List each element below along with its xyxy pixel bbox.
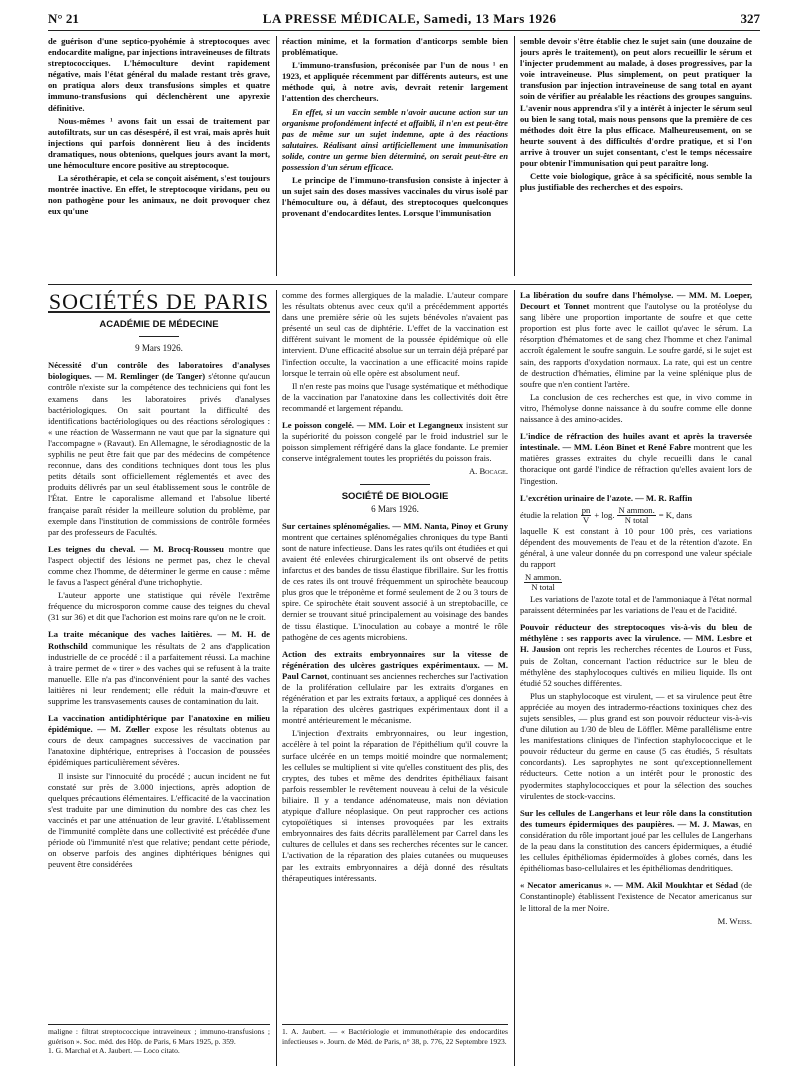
paragraph: La sérothérapie, et cela se conçoit aisément, s'est toujours montrée inactive. En effet, le streptocoque viridans, peu ou non pathogène pour les animaux, ne doit provoquer chez eux qu'une xyxy=(48,173,270,217)
societes-column-2 xyxy=(282,290,508,1020)
page-header xyxy=(48,8,760,31)
academie-date: 9 Mars 1926. xyxy=(135,343,183,354)
paragraph: de guérison d'une septico-pyohémie à streptocoques avec endocardite maligne, par injections intraveineuses de filtrats streptococciques. L'hémoculture devint rapidement négative, mais l'état général du malade restant très grave, on pratiqua alors deux transfusions simples et quatre immuno-transfusions qui déclenchèrent une apyrexie définitive. xyxy=(48,36,270,113)
article-text: Il insiste sur l'innocuité du procédé ; aucun incident ne fut constaté sur près de 3.000 injections, après adoption de quelques précautions élémentaires. L'efficacité de la vaccination s'est traduite par une diminution du nombre des cas chez les vaccinés et par une atténuation de leur gravité. L'établissement de l'immunité complète dans une collectivité est précédée d'une période où l'immunité n'est que relative; pendant cette période, on observe parfois des angines diphtériques bénignes qui peuvent être considérées xyxy=(48,770,270,870)
article-text: , en considération du rôle important joué par les cellules de Langerhans de la peau dans la constitution des cancers épidermiques, a étudié les cellules épithéliomas épidermoïdes à globes cornés, dans les épithéliomas baso-cellulaires et les épithéliomas dendritiques. xyxy=(520,818,752,874)
article-text: Plus un staphylocoque est virulent, — et sa virulence peut être appréciée au moyen des intradermo-réactions toxiniques chez des sujets sensibles, — plus grand est son pouvoir réducteur vis-à-vis d'une dilution au 1/30 de bleu de Löffler. Même parallélisme entre les manifestations cliniques de l'infection staphylococcique et le pouvoir réducteur du germe en cause (5 cas étudiés, 5 résultats concordants). Les saprophytes ne sont qu'exceptionnellement réducteurs. Cette notion a un intérêt pour le pronostic des pyodermites staphylococciques et pour la sélection des souches virulentes de stock-vaccins. xyxy=(520,690,752,801)
top-column-2 xyxy=(282,36,508,276)
biologie-date: 6 Mars 1926. xyxy=(371,503,419,514)
article-text: expose les résultats obtenus au cours de deux campagnes successives de vaccination par l'anatoxine diphtérique, entreprises à l'occasion de poussées épidémiques particulièrement sévères. xyxy=(48,724,270,768)
paragraph: En effet, si un vaccin semble n'avoir aucune action sur un organisme profondément infecté et affaibli, il n'en est peut-être pas de même sur un sujet indemne, apte à des réactions salutaires. Réalisant ainsi artificiellement une immunisation solide, contre un germe bien déterminé, on serait peut-être en possession d'un sérum efficace. xyxy=(282,106,508,173)
article-head: L'excrétion urinaire de l'azote. — M. R. Raffin xyxy=(520,492,693,503)
biologie-heading: SOCIÉTÉ DE BIOLOGIE xyxy=(341,490,449,502)
societes-column-1 xyxy=(48,290,270,1030)
article-head: L'indice de réfraction des huiles avant et après la traversée intestinale. — MM. Léon Binet et René Fabre xyxy=(520,431,752,453)
article-head: Sur certaines splénomégalies. — MM. Nanta, Pinoy et Gruny xyxy=(282,520,508,531)
paragraph: réaction minime, et la formation d'anticorps semble bien problématique. xyxy=(282,36,508,58)
footnotes-left xyxy=(48,1024,270,1067)
article-text: montrent que l'autolyse ou la protéolyse du sang libère une proportion importante de soufre et que cette proportion est plus forte avec le caillot qu'avec le sérum. La résorption d'hématomes et de sang chez l'homme et chez l'animal accroît également le soufre sanguin. Le soufre gardé, si le sujet est sain, des rapports d'oxydation normaux. La rate, qui est un centre de destruction d'hématies, élimine par la veine splénique plus de soufre que n'en contient l'artère. xyxy=(520,301,752,389)
article-text: La conclusion de ces recherches est que, in vivo comme in vitro, l'hémolyse donne naissance à du soufre comme elle donne naissance à des amino-acides. xyxy=(520,391,752,425)
paragraph: L'immuno-transfusion, préconisée par l'un de nous ¹ en 1923, et appliquée récemment par différents auteurs, est une méthode qui, à notre avis, devrait retenir largement l'attention des chercheurs. xyxy=(282,60,508,104)
section-heading: SOCIÉTÉS DE PARIS xyxy=(48,290,270,314)
article-head: Les teignes du cheval. — M. Brocq-Rousseu xyxy=(48,543,224,554)
top-column-3 xyxy=(520,36,752,276)
formula: étudie la relation pn V + log. N ammon. N total = K, dans xyxy=(520,504,693,525)
section-divider xyxy=(48,284,752,285)
signature: M. Weiss. xyxy=(717,915,752,926)
article-head: Le poisson congelé. — MM. Loir et Legangneux xyxy=(282,420,464,431)
article-head: Pouvoir réducteur des streptocoques vis-à-vis du bleu de méthylène : ses rapports avec la virulence. — MM. Lesbre et H. Jausion xyxy=(520,622,752,655)
article-text: montrent que les matières grasses extraites du chyle recueilli dans le canal thoracique ont gardé l'indice de réfraction qu'elles avaient lors de l'ingestion. xyxy=(520,442,752,486)
footnote: maligne : filtrat streptococcique intraveineux ; immuno-transfusions ; guérison ». Soc. méd. des Hôp. de Paris, 6 Mars 1925, p. 359. xyxy=(48,1027,270,1046)
top-column-1 xyxy=(48,36,270,276)
article-text: comme des formes allergiques de la maladie. L'auteur compare les résultats obtenus avec ceux qu'il a précédemment apportés dans une première série où les sujets bénévoles n'avaient pas présenté un seul cas de diphtérie. L'effet de la vaccination est différent suivant le moment de la poussée épidémique où elle intervient. D'une efficacité absolue sur un terrain déjà préparé par l'infection occulte, la vaccination a une efficacité moins rapide lorsque le terrain où elle opère est absolument neuf. xyxy=(282,290,508,378)
article-text: montre que l'aspect objectif des lésions ne permet pas, chez le cheval comme chez l'homme, de déterminer le germe en cause : même le favus a l'aspect général d'une trichophytie. xyxy=(48,543,270,588)
article-text: communique les résultats de 2 ans d'application industrielle de ce procédé : il a parfaitement réussi. La machine à traire permet de « tirer » des vaches qui se refusent à la traite manuelle. Elle n'a pas d'inconvénient pour la santé des vaches laitières ni leur rendement; elle réduit la main-d'œuvre et supprime les transvasements causes de contamination du lait. xyxy=(48,640,270,706)
signature: A. Bocage. xyxy=(468,466,508,477)
column-divider xyxy=(276,36,277,276)
issue-number: N° 21 xyxy=(48,11,79,26)
page-number: 327 xyxy=(740,11,760,26)
academie-heading: ACADÉMIE DE MÉDECINE xyxy=(99,319,219,331)
paragraph: semble devoir s'être établie chez le sujet sain (une douzaine de jours après le traitement), on peut alors recueillir le sérum et l'injecter prudemment au malade, à doses progressives, par la voie intraveineuse. Plus simplement, on peut pratiquer la transfusion par injection intraveineuse de sang total en ayant soin de vérifier au préalable les réactions des groupes sanguins. L'avenir nous apprendra s'il y a intérêt à injecter le sérum seul ou bien le sang total, mais nous pensons que la première de ces méthodes doit être la plus efficace. Malheureusement, on se heurte souvent à des difficultés d'ordre pratique, et si l'on arrive à trouver un sujet consentant, c'est le temps nécessaire pour obtenir l'immunisation qui peut paraître long. xyxy=(520,36,752,169)
column-divider xyxy=(276,290,277,1066)
article-text: , continuant ses anciennes recherches sur l'activation de la prolifération cellulaire par les extraits d'organes en régénération et par les extraits fœtaux, a appliqué ces données à la réparation des ulcères gastriques expérimentaux dont il a montré antérieurement le mécanisme. xyxy=(282,670,508,726)
article-head: La traite mécanique des vaches laitières. — M. H. de Rothschild xyxy=(48,629,270,651)
article-text: Les variations de l'azote total et de l'ammoniaque à l'état normal paraissent déterminées par les variations de l'eau et de l'acidité. xyxy=(520,594,752,616)
journal-title: LA PRESSE MÉDICALE, Samedi, 13 Mars 1926 xyxy=(262,11,557,26)
footnote: 1. A. Jaubert. — « Bactériologie et immunothérapie des endocardites infectieuses ». Journ. de Méd. de Paris, n° 38, p. 776, 22 Septembre 1923. xyxy=(282,1027,508,1046)
article-text: L'injection d'extraits embryonnaires, ou leur ingestion, accélère à tel point la réparation de l'épithélium qu'il couvre la surface ulcérée en un temps moitié moindre que normalement; les cellules se multiplient si vite qu'elles constituent des plis, des cryptes, des tubes et même des dendrites épithéliaux faisant parfois ressembler le revêtement nouveau à celui de la vésicule biliaire. Il y a tendance adénomateuse, mais non déviation atypique d'allure néoplasique. On peut rapprocher ces actions cytopoïétiques si intenses provoquées par les extraits embryonnaires des faits décrits parallèlement par Carrel dans les cultures de cellules et dans ses recherches récentes sur le cancer. L'activation de la réparation des plaies cutanées ou muqueuses par les extraits embryonnaires a déjà donné des résultats thérapeutiques intéressants. xyxy=(282,728,508,883)
footnotes-mid xyxy=(282,1024,508,1067)
article-head: La vaccination antidiphtérique par l'anatoxine en milieu épidémique. — M. Zœller xyxy=(48,713,270,735)
article-text: ont repris les recherches récentes de Louros et Fuss, puis de Zoltan, concernant l'action réductrice sur le bleu de méthylène des staphylocoques cultivés en milieu liquide. Ils ont étudié 52 souches différentes. xyxy=(520,644,752,688)
article-head: Action des extraits embryonnaires sur la vitesse de régénération des ulcères gastriques expérimentaux. — M. Paul Carnot xyxy=(282,648,508,681)
paragraph: Le principe de l'immuno-transfusion consiste à injecter à un sujet sain des doses massives vaccinales du virus isolé par l'hémoculture ou, à défaut, des streptocoques quelconques provenant d'endocardites lentes. Lorsque l'immunisation xyxy=(282,175,508,219)
article-text: insistent sur la supériorité du poisson congelé par le froid industriel sur le poisson simplement réfrigéré dans la glace fondante. Le premier conserve intégralement toutes les propriétés du poisson frais. xyxy=(282,420,508,464)
paragraph: Nous-mêmes ¹ avons fait un essai de traitement par autofiltrats, sur un cas désespéré, il est vrai, mais après huit injections qui parfois donnèrent lieu à des incidents dramatiques, nous obtenions, quelques jours avant la mort, une hémoculture encore positive au streptocoque. xyxy=(48,115,270,171)
article-text: laquelle K est constant à 10 pour 100 près, ces variations dépendent des mouvements de l'eau et de la rétention d'azote. En général, à une valeur donnée du pn correspond une valeur spéciale du rapport xyxy=(520,525,752,569)
article-head: « Necator americanus ». — MM. Akil Moukhtar et Sédad xyxy=(520,880,739,891)
column-divider xyxy=(514,290,515,1066)
article-head: Sur les cellules de Langerhans et leur rôle dans la constitution des tumeurs épidermiques des paupières. — M. J. Mawas xyxy=(520,807,752,829)
column-divider xyxy=(514,36,515,276)
article-head: Nécessité d'un contrôle des laboratoires d'analyses biologiques. — M. Remlinger (de Tanger) xyxy=(48,360,270,382)
footnote: 1. G. Marchal et A. Jaubert. — Loco citato. xyxy=(48,1046,180,1056)
societes-column-3 xyxy=(520,290,752,1066)
article-text: (de Constantinople) établissent l'existence de Necator americanus sur le littoral de la mer Noire. xyxy=(520,880,752,913)
article-text: Il n'en reste pas moins que l'usage systématique et méthodique de la vaccination par l'anatoxine dans les collectivités doit être recommandé et largement répandu. xyxy=(282,380,508,413)
article-head: La libération du soufre dans l'hémolyse. — MM. M. Loeper, Decourt et Tonnet xyxy=(520,290,752,312)
formula: N ammon. N total xyxy=(525,572,562,593)
article-text: s'étonne qu'aucun contrôle n'existe sur la compétence des techniciens qui font les examens dans les laboratoires privés d'analyses bactériologiques. On sait pourtant la difficulté des identifications bactériologiques ou des réactions sérologiques : « une réaction de Wassermann ne vaut que par la signature qui l'accompagne » (Ravaut). En Allemagne, le sérodiagnostic de la syphilis ne peut être fait que par des médecins de compétence reconnue, dans des conditions techniques dont tous les plus petits détails sont officiellement réglementés et avec des produits délivrés par un seul établissement sous le contrôle de l'État. Entre le caporalisme allemand et l'absolue liberté française paraît résider la meilleure solution du problème, par exemple dans l'institution de commissions de contrôle formées par des professeurs de Facultés. xyxy=(48,371,270,537)
article-text: montrent que certaines splénomégalies chroniques du type Banti sont de nature infectieuse. Dans les rates qu'ils ont étudiées et qui avaient été enlevées chirurgicalement ils ont observé de petits infarctus et des bandes de tissu élastique fibrillaire. Sur les frottis de ces rates ils ont trouvé fréquemment un spirochète beaucoup plus gros que le tréponème et formé seulement de 2 ou 3 tours de spire. Ce spirochète était souvent associé à un streptobacille, ce dernier se trouvant situé principalement au voisinage des bandes de tissu élastique. L'inoculation au cobaye a montré le rôle pathogène de ces agents microbiens. xyxy=(282,531,508,642)
paragraph: Cette voie biologique, grâce à sa spécificité, nous semble la plus justifiable des recherches et des espoirs. xyxy=(520,171,752,193)
article-text: L'auteur apporte une statistique qui révèle l'extrême fréquence du microsporon comme cause des teignes du cheval (31 sur 36) et dit que l'achorion est moins rare qu'on ne le croit. xyxy=(48,590,270,623)
